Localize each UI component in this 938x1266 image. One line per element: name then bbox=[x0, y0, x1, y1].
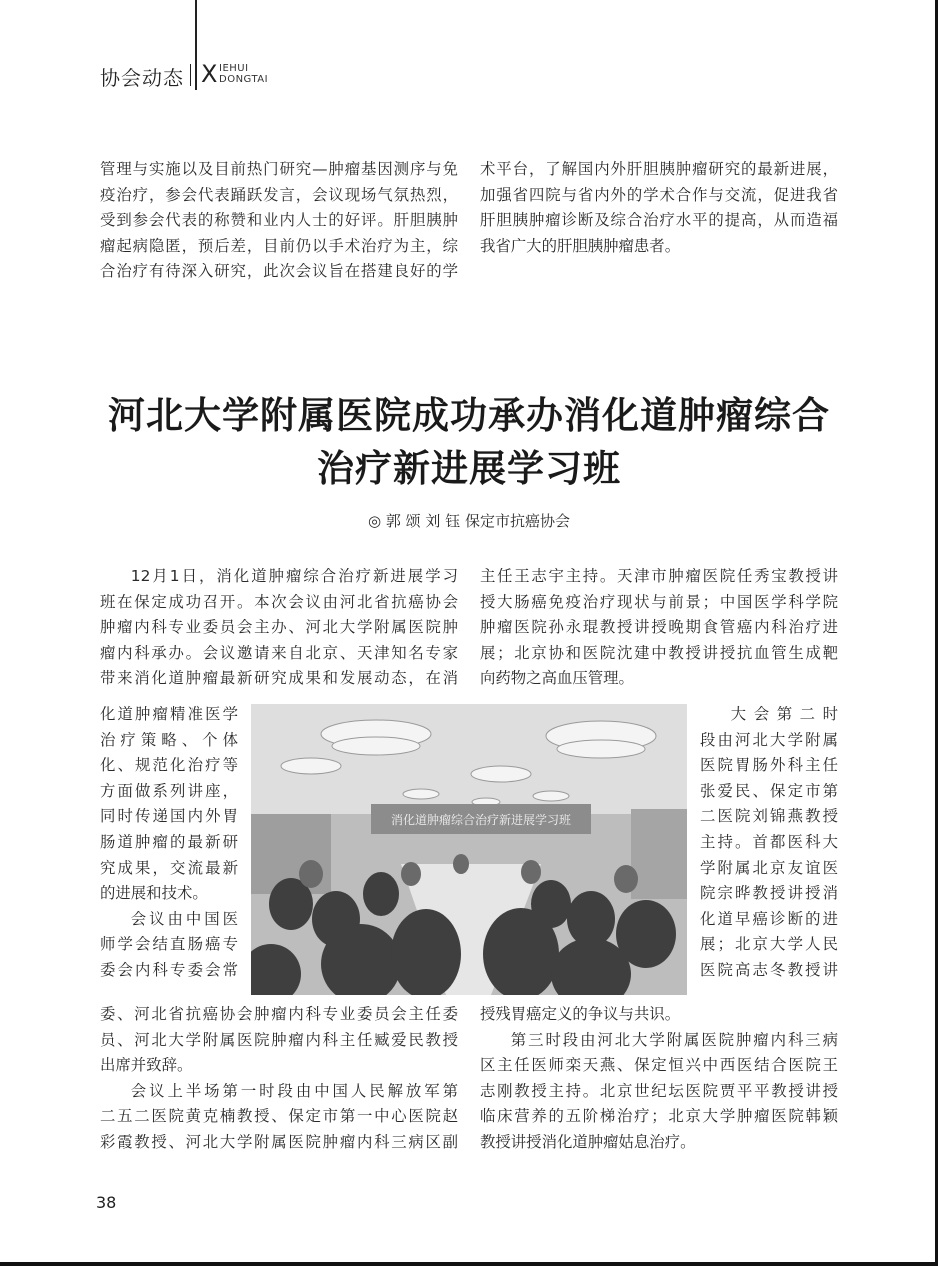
text-line: 大 会 第 二 时 bbox=[730, 705, 838, 723]
section-divider bbox=[190, 64, 191, 86]
text-line: 瘤内科承办。会议邀请来自北京、天津知名专家 bbox=[100, 643, 458, 662]
article-byline: ◎ 郭 颂 刘 钰 保定市抗癌协会 bbox=[368, 512, 570, 530]
text-line: 肠道肿瘤的最新研 bbox=[100, 832, 238, 851]
text-line: 12月1日，消化道肿瘤综合治疗新进展学习 bbox=[130, 567, 458, 585]
article-right-wrap bbox=[700, 702, 838, 984]
text-line: 二医院刘锦燕教授 bbox=[700, 807, 838, 826]
text-line: 医院高志冬教授讲 bbox=[700, 960, 838, 979]
text-line: 向药物之高血压管理。 bbox=[480, 669, 634, 688]
text-line: 出席并致辞。 bbox=[100, 1056, 193, 1075]
text-line: 化、规范化治疗等 bbox=[100, 756, 238, 775]
text-line: 展；北京协和医院沈建中教授讲授抗血管生成靶 bbox=[480, 643, 838, 662]
text-line: 教授讲授消化道肿瘤姑息治疗。 bbox=[480, 1132, 696, 1151]
text-line: 肿瘤医院孙永琨教授讲授晚期食管癌内科治疗进 bbox=[480, 618, 838, 637]
text-line: 二五二医院黄克楠教授、保定市第一中心医院赵 bbox=[100, 1107, 458, 1126]
conference-photo-illustration bbox=[251, 704, 687, 995]
text-line: 的进展和技术。 bbox=[100, 884, 208, 903]
bottom-border bbox=[0, 1262, 938, 1266]
article-right-bottom bbox=[480, 1002, 838, 1156]
text-line: 志刚教授主持。北京世纪坛医院贾平平教授讲授 bbox=[480, 1081, 838, 1100]
text-line: 主持。首都医科大 bbox=[700, 832, 838, 851]
text-line: 医院胃肠外科主任 bbox=[700, 756, 838, 775]
text-line: 合治疗有待深入研究，此次会议旨在搭建良好的学 bbox=[100, 262, 458, 281]
text-line: 方面做系列讲座， bbox=[100, 781, 238, 800]
text-line: 肝胆胰肿瘤诊断及综合治疗水平的提高，从而造福 bbox=[480, 211, 838, 230]
text-line: 究成果，交流最新 bbox=[100, 858, 238, 877]
text-line: 段由河北大学附属 bbox=[700, 730, 838, 749]
text-line: 会议上半场第一时段由中国人民解放军第 bbox=[130, 1081, 458, 1100]
article-title-line2: 治疗新进展学习班 bbox=[317, 446, 621, 490]
text-line: 化道早癌诊断的进 bbox=[700, 909, 838, 928]
text-line: 张爱民、保定市第 bbox=[700, 781, 838, 800]
text-line: 瘤起病隐匿，预后差，目前仍以手术治疗为主，综 bbox=[100, 236, 458, 255]
text-line: 疫治疗，参会代表踊跃发言，会议现场气氛热烈， bbox=[100, 185, 458, 204]
prev-article-left-column bbox=[100, 157, 458, 285]
text-line: 授大肠癌免疫治疗现状与前景；中国医学科学院 bbox=[480, 592, 838, 611]
text-line: 肿瘤内科专业委员会主办、河北大学附属医院肿 bbox=[100, 618, 458, 637]
text-line: 委、河北省抗癌协会肿瘤内科专业委员会主任委 bbox=[100, 1005, 458, 1023]
section-pinyin-line2: DONGTAI bbox=[219, 74, 269, 85]
conference-photo bbox=[251, 704, 687, 995]
text-line: 化道肿瘤精准医学 bbox=[100, 705, 238, 723]
text-line: 委会内科专委会常 bbox=[100, 960, 238, 979]
text-line: 同时传递国内外胃 bbox=[100, 807, 238, 826]
text-line: 临床营养的五阶梯治疗；北京大学肿瘤医院韩颖 bbox=[480, 1107, 838, 1126]
text-line: 院宗晔教授讲授消 bbox=[700, 884, 838, 903]
page-number: 38 bbox=[96, 1193, 117, 1212]
header-vertical-rule bbox=[195, 0, 197, 90]
article-title-line1: 河北大学附属医院成功承办消化道肿瘤综合 bbox=[108, 393, 830, 437]
text-line: 学附属北京友谊医 bbox=[700, 858, 838, 877]
text-line: 会议由中国医 bbox=[130, 909, 238, 928]
text-line: 师学会结直肠癌专 bbox=[100, 935, 238, 954]
text-line: 第三时段由河北大学附属医院肿瘤内科三病 bbox=[510, 1030, 838, 1049]
text-line: 展；北京大学人民 bbox=[700, 935, 838, 954]
prev-article-right-column bbox=[480, 157, 838, 259]
text-line: 我省广大的肝胆胰肿瘤患者。 bbox=[480, 236, 681, 255]
text-line: 受到参会代表的称赞和业内人士的好评。肝胆胰肿 bbox=[100, 211, 458, 230]
article-right-top bbox=[480, 564, 838, 692]
text-line: 治 疗 策 略 、 个 体 bbox=[100, 730, 238, 749]
text-line: 员、河北大学附属医院肿瘤内科主任臧爱民教授 bbox=[100, 1030, 458, 1049]
text-line: 带来消化道肿瘤最新研究成果和发展动态，在消 bbox=[100, 669, 458, 688]
text-line: 管理与实施以及目前热门研究—肿瘤基因测序与免 bbox=[100, 160, 458, 178]
section-title: 协会动态 bbox=[100, 66, 184, 90]
article-left-bottom bbox=[100, 1002, 458, 1156]
photo-banner-text: 消化道肿瘤综合治疗新进展学习班 bbox=[390, 813, 572, 827]
text-line: 区主任医师栾天燕、保定恒兴中西医结合医院王 bbox=[480, 1056, 838, 1075]
section-pinyin bbox=[219, 63, 268, 85]
section-pinyin-line1: IEHUI bbox=[219, 63, 249, 74]
text-line: 术平台，了解国内外肝胆胰肿瘤研究的最新进展， bbox=[480, 160, 838, 178]
article-left-top bbox=[100, 564, 458, 692]
article-left-wrap bbox=[100, 702, 238, 984]
text-line: 授残胃癌定义的争议与共识。 bbox=[480, 1005, 681, 1023]
text-line: 加强省四院与省内外的学术合作与交流，促进我省 bbox=[480, 185, 838, 204]
text-line: 彩霞教授、河北大学附属医院肿瘤内科三病区副 bbox=[100, 1132, 458, 1151]
text-line: 班在保定成功召开。本次会议由河北省抗癌协会 bbox=[100, 592, 458, 611]
text-line: 主任王志宇主持。天津市肿瘤医院任秀宝教授讲 bbox=[480, 567, 838, 585]
section-initial: X bbox=[201, 60, 218, 88]
